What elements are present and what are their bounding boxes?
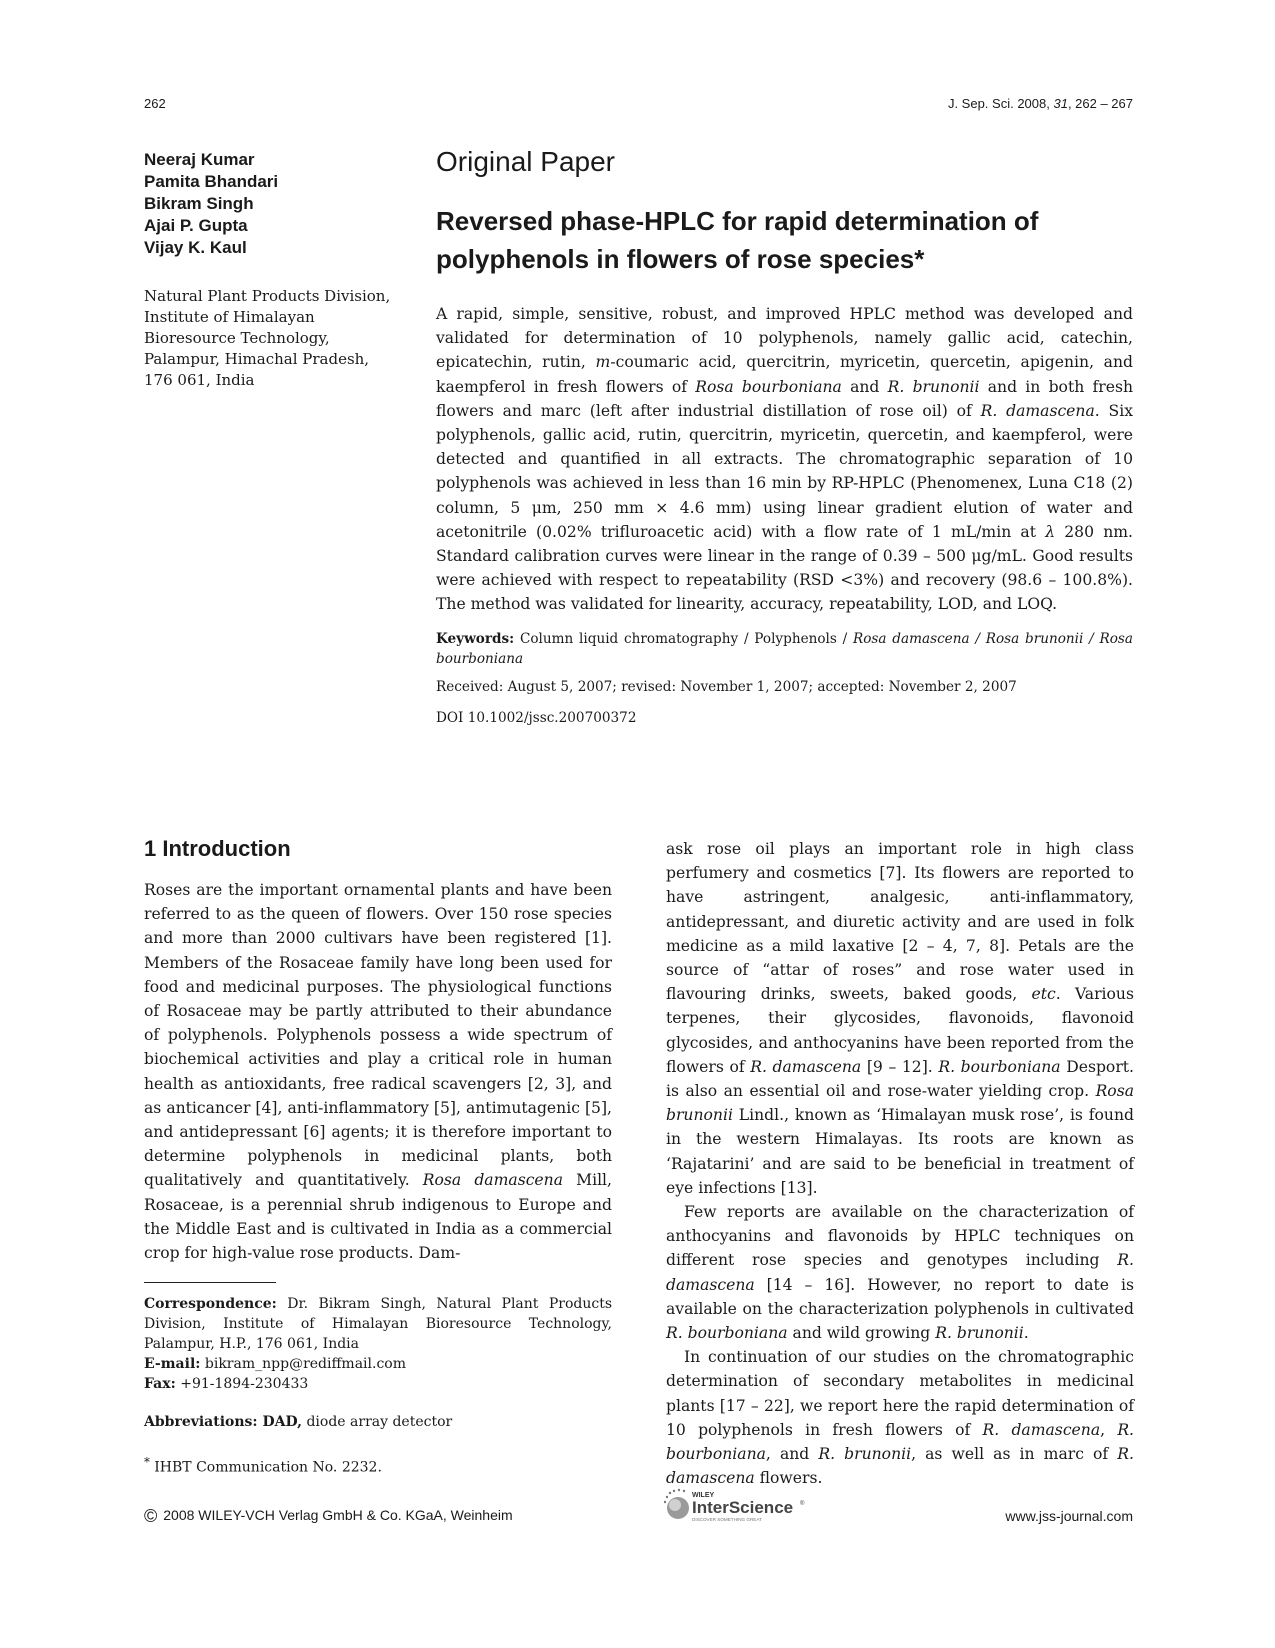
affiliation [144,286,404,391]
keywords [436,629,1133,669]
paragraph [144,878,612,1265]
abstract-italic: Rosa bourboniana [695,377,842,396]
email-line [144,1354,612,1374]
abstract-text: and in both fresh flowers and marc (left after industrial distillation of rose oil) of [436,377,1133,420]
paragraph-text: . Various terpenes, their glycosides, flavonoids, flavonoid glycosides, and anthocyanins have been reported from the flowers of [666,985,1134,1076]
abstract-text: and [841,377,888,396]
paragraph-italic: Rosa brunonii [666,1082,1134,1125]
affiliation-line: Natural Plant Products Division, [144,287,391,305]
journal-website: www.jss-journal.com [1005,1508,1133,1524]
author-name: Neeraj Kumar [144,150,255,169]
journal-reference [948,96,1133,111]
affiliation-line: 176 061, India [144,371,255,389]
paragraph [666,1345,1134,1490]
paragraph-text: . [1023,1324,1029,1343]
abstract-text: A rapid, simple, sensitive, robust, and improved HPLC method was developed and validated for determination of 10 polyphenols, namely gallic acid, catechin, epicatechin, rutin, [436,305,1133,372]
interscience-logo [664,1488,814,1524]
author-name: Pamita Bhandari [144,172,279,191]
paragraph-text: In continuation of our studies on the chromatographic determination of secondary metabolites in medicinal plants [17 – 22], we report here the rapid determination of 10 polyphenols in fresh flowers of [666,1348,1134,1439]
abbreviation-term: DAD, [257,1414,303,1430]
copyright-symbol: © [144,1506,158,1526]
abstract-italic: R. damascena [980,401,1095,420]
doi: DOI 10.1002/jssc.200700372 [436,710,637,726]
abstract-italic: R. brunonii [887,377,980,396]
abstract [436,302,1133,617]
paragraph [666,837,1134,1200]
abbreviations-label: Abbreviations: [144,1414,258,1430]
paper-title: Reversed phase-HPLC for rapid determination of polyphenols in flowers of rose species* [436,206,1039,274]
paragraph-text: Few reports are available on the characterization of anthocyanins and flavonoids by HPLC techniques on different rose species and genotypes including [666,1203,1134,1270]
fax-number: +91-1894-230433 [175,1376,309,1392]
author-name: Bikram Singh [144,194,254,213]
abbreviation-text: diode array detector [302,1414,453,1430]
paper-type: Original Paper [436,146,615,177]
abstract-italic: m [595,353,611,372]
copyright-text: 2008 WILEY-VCH Verlag GmbH & Co. KGaA, Weinheim [163,1507,513,1523]
abstract-text: . Six polyphenols, gallic acid, rutin, quercitrin, myricetin, quercetin, and kaempferol, were detected and quantified in all extracts. The chromatographic separation of 10 polyphenols was achieved in less than 16 min by RP-HPLC (Phenomenex, Luna C18 (2) column, 5 μm, 250 mm × 4.6 mm) using linear gradient elution of water and acetonitrile (0.02% trifluroacetic acid) with a flow rate of 1 mL/min at [436,401,1133,541]
abstract-text: 280 nm. Standard calibration curves were linear in the range of 0.39 – 500 μg/mL. Good results were achieved with respect to repeatability (RSD <3%) and recovery (98.6 – 100.8%). The method was validated for linearity, accuracy, repeatability, LOD, and LOQ. [436,522,1133,614]
paragraph-italic: R. brunonii [935,1324,1024,1343]
intro-right-column [666,837,1134,1490]
paragraph-italic: R. damascena [982,1420,1101,1439]
keywords-plain: Column liquid chromatography / Polyphenols / [514,631,854,647]
footnote-mark: * [144,1455,150,1469]
page-number: 262 [144,96,166,111]
received-dates: Received: August 5, 2007; revised: November 1, 2007; accepted: November 2, 2007 [436,679,1017,695]
paragraph-text: , as well as in marc of [911,1445,1118,1464]
fax-label: Fax: [144,1376,176,1392]
paragraph-italic: Rosa damascena [422,1171,563,1190]
paragraph-text: Desport. is also an essential oil and rose-water yielding crop. [666,1057,1134,1101]
paragraph-text: and wild growing [787,1324,936,1343]
paragraph [666,1200,1134,1345]
paragraph-italic: R. bourboniana [666,1324,788,1343]
paragraph-text: [9 – 12]. [861,1057,939,1076]
paragraph-italic: R. bourboniana [666,1420,1135,1464]
paragraph-text: ask rose oil plays an important role in high class perfumery and cosmetics [7]. Its flowers are reported to have astringent, analgesic, anti-inflammatory, antidepressant, and diuretic activity and are used in folk medicine as a mild laxative [2 – 4, 7, 8]. Petals are the source of “attar of roses” and rose water used in flavouring drinks, sweets, baked goods, [666,840,1134,1004]
paragraph-italic: R. damascena [666,1251,1134,1294]
abstract-italic: λ [1045,522,1056,541]
paragraph-italic: etc [1031,985,1056,1004]
footnote-divider [144,1282,276,1283]
correspondence-text: Dr. Bikram Singh, Natural Plant Products Division, Institute of Himalayan Bioresource Technology, Palampur, H.P., 176 061, India [144,1296,612,1352]
journal-pages: , 262 – 267 [1067,96,1133,111]
copyright-notice [144,1506,513,1527]
paragraph-text: flowers. [754,1469,823,1488]
intro-left-column [144,878,612,1265]
paragraph-text: Lindl., known as ‘Himalayan musk rose’, is found in the western Himalayas. Its roots are known as ‘Rajatarini’ and are said to be beneficial in treatment of eye infections [13]. [666,1106,1134,1197]
email-address: bikram_npp@rediffmail.com [200,1356,407,1372]
paragraph-text: [14 – 16]. However, no report to date is available on the characterization polyphenols in cultivated [666,1275,1134,1318]
affiliation-line: Palampur, Himachal Pradesh, [144,350,370,368]
affiliation-line: Institute of Himalayan [144,308,315,326]
paragraph-text: Mill, Rosaceae, is a perennial shrub indigenous to Europe and the Middle East and is cultivated in India as a commercial crop for high-value rose products. Dam- [144,1171,613,1263]
communication-note [144,1452,612,1478]
correspondence-label: Correspondence: [144,1296,277,1312]
author-list [144,149,278,259]
communication-text: IHBT Communication No. 2232. [149,1459,382,1476]
logo-globe-icon [664,1489,689,1519]
logo-wiley-text: WILEY [692,1492,715,1499]
logo-registered-mark: ® [800,1501,805,1507]
author-name: Ajai P. Gupta [144,216,248,235]
abbreviations-note [144,1412,612,1432]
paragraph-text: Roses are the important ornamental plants and have been referred to as the queen of flowers. Over 150 rose species and more than 2000 cultivars have been registered [1]. Members of the Rosaceae family have long been used for food and medicinal purposes. The physiological functions of Rosaceae may be partly attributed to their abundance of polyphenols. Polyphenols possess a wide spectrum of biochemical activities and play a critical role in human health as antioxidants, free radical scavengers [2, 3], and as anticancer [4], anti-inflammatory [5], antimutagenic [5], and antidepressant [6] agents; it is therefore important to determine polyphenols in medicinal plants, both qualitatively and quantitatively. [144,881,612,1190]
keywords-label: Keywords: [436,631,515,647]
author-name: Vijay K. Kaul [144,238,247,257]
email-label: E-mail: [144,1356,201,1372]
paragraph-italic: R. damascena [666,1445,1134,1488]
paragraph-text: , and [765,1445,819,1464]
correspondence-line [144,1294,612,1354]
journal-ref-prefix: J. Sep. Sci. 2008, [947,96,1054,111]
journal-volume: 31 [1053,96,1068,111]
paragraph-text: , [1100,1420,1118,1439]
logo-tagline: DISCOVER SOMETHING GREAT [692,1517,762,1522]
logo-interscience-text: InterScience [692,1498,794,1517]
section-heading: 1 Introduction [144,836,291,861]
correspondence-note [144,1294,612,1394]
paragraph-italic: R. damascena [750,1057,862,1076]
paragraph-italic: R. bourboniana [938,1057,1061,1076]
abstract-text: -coumaric acid, quercitrin, myricetin, quercetin, apigenin, and kaempferol in fresh flowers of [436,353,1133,396]
fax-line [144,1374,612,1394]
keywords-italic: Rosa damascena / Rosa brunonii / Rosa bourboniana [436,631,1133,667]
paragraph-italic: R. brunonii [818,1445,912,1464]
affiliation-line: Bioresource Technology, [144,329,330,347]
